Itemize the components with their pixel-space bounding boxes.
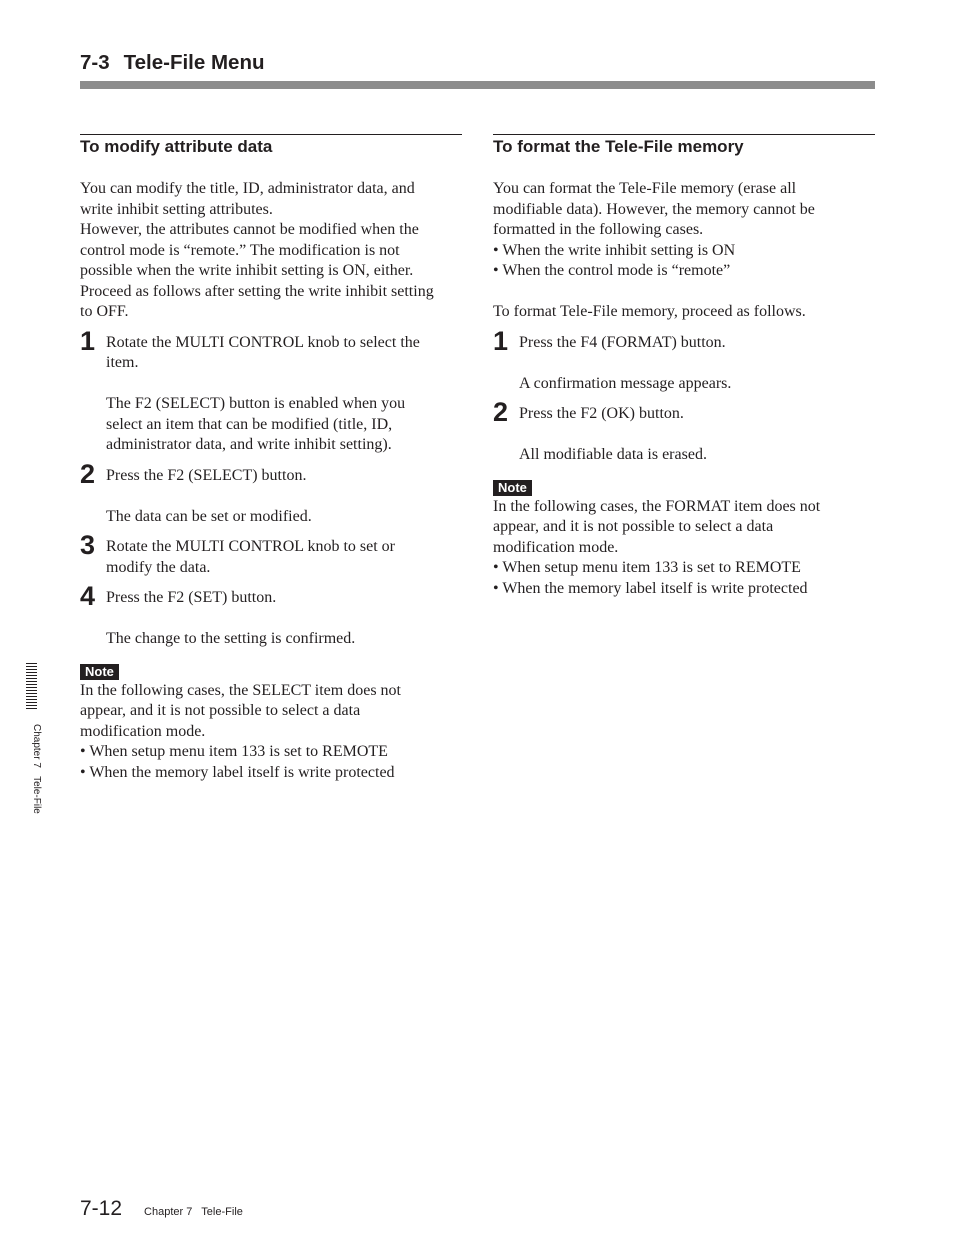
section-title-text: Tele-File Menu bbox=[123, 51, 265, 74]
modify-intro-paragraph: You can modify the title, ID, administrator data, and write inhibit setting attributes. However, the attributes cannot be modified when the control mode is “remote.” The modification is not possible when the write inhibit setting is ON, either. Proceed as follows after setting the write inhibit setting to OFF. bbox=[80, 180, 434, 320]
format-steps bbox=[493, 325, 875, 466]
step-result: A confirmation message appears. bbox=[519, 374, 732, 392]
step-2 bbox=[493, 397, 875, 466]
step-instruction: Press the F4 (FORMAT) button. bbox=[519, 333, 726, 351]
note-badge: Note bbox=[80, 664, 119, 680]
note-badge: Note bbox=[493, 480, 532, 496]
format-proceed-text: To format Tele-File memory, proceed as follows. bbox=[493, 303, 806, 320]
footer-chapter-label: Chapter 7 Tele-File bbox=[144, 1206, 243, 1218]
step-number: 4 bbox=[80, 581, 96, 611]
step-2 bbox=[80, 458, 462, 528]
subsection-rule bbox=[493, 134, 875, 135]
note-block bbox=[493, 476, 875, 600]
section-title-bar bbox=[80, 81, 875, 89]
note-bullet: • When the memory label itself is write protected bbox=[80, 763, 395, 781]
step-1 bbox=[80, 325, 462, 456]
modify-steps bbox=[80, 325, 462, 650]
note-block bbox=[80, 660, 462, 784]
step-instruction: Rotate the MULTI CONTROL knob to set or modify the data. bbox=[106, 538, 396, 576]
format-condition-bullet: • When the write inhibit setting is ON bbox=[493, 241, 736, 259]
step-number: 3 bbox=[80, 530, 96, 560]
section-title bbox=[80, 50, 875, 76]
subsection-title-modify: To modify attribute data bbox=[80, 137, 273, 156]
step-result: The change to the setting is confirmed. bbox=[106, 630, 356, 647]
step-result: The F2 (SELECT) button is enabled when you select an item that can be modified (title, ID, administrator data, and write inhibit setting). bbox=[106, 395, 406, 453]
step-instruction: Press the F2 (SET) button. bbox=[106, 589, 277, 606]
note-bullet: • When setup menu item 133 is set to REMOTE bbox=[80, 743, 388, 760]
right-column bbox=[493, 134, 875, 599]
page-footer bbox=[80, 1196, 243, 1222]
step-result: The data can be set or modified. bbox=[106, 507, 312, 525]
side-chapter-label: Chapter 7 Tele-File bbox=[31, 724, 42, 814]
step-number: 2 bbox=[493, 397, 509, 427]
page-number: 7-12 bbox=[80, 1197, 123, 1220]
section-number: 7-3 bbox=[80, 51, 110, 74]
subsection-title-format: To format the Tele-File memory bbox=[493, 137, 744, 156]
chapter-tab-marker bbox=[26, 663, 37, 711]
step-3 bbox=[80, 530, 462, 578]
step-4 bbox=[80, 581, 462, 650]
step-instruction: Rotate the MULTI CONTROL knob to select the item. bbox=[106, 333, 420, 371]
format-condition-bullet: • When the control mode is “remote” bbox=[493, 262, 731, 279]
step-instruction: Press the F2 (SELECT) button. bbox=[106, 466, 307, 484]
note-bullet: • When the memory label itself is write protected bbox=[493, 579, 808, 597]
step-number: 1 bbox=[80, 325, 96, 356]
step-number: 2 bbox=[80, 458, 96, 489]
step-instruction: Press the F2 (OK) button. bbox=[519, 405, 684, 422]
note-text: In the following cases, the FORMAT item does not appear, and it is not possible to select a data modification mode. bbox=[493, 497, 821, 556]
step-1 bbox=[493, 325, 875, 395]
subsection-rule bbox=[80, 134, 462, 135]
step-result: All modifiable data is erased. bbox=[519, 446, 707, 463]
left-column bbox=[80, 134, 462, 783]
step-number: 1 bbox=[493, 325, 509, 356]
format-intro-paragraph: You can format the Tele-File memory (erase all modifiable data). However, the memory cannot be formatted in the following cases. bbox=[493, 180, 815, 238]
note-text: In the following cases, the SELECT item does not appear, and it is not possible to select a data modification mode. bbox=[80, 681, 401, 740]
section-header bbox=[80, 50, 875, 76]
note-bullet: • When setup menu item 133 is set to REMOTE bbox=[493, 559, 801, 576]
